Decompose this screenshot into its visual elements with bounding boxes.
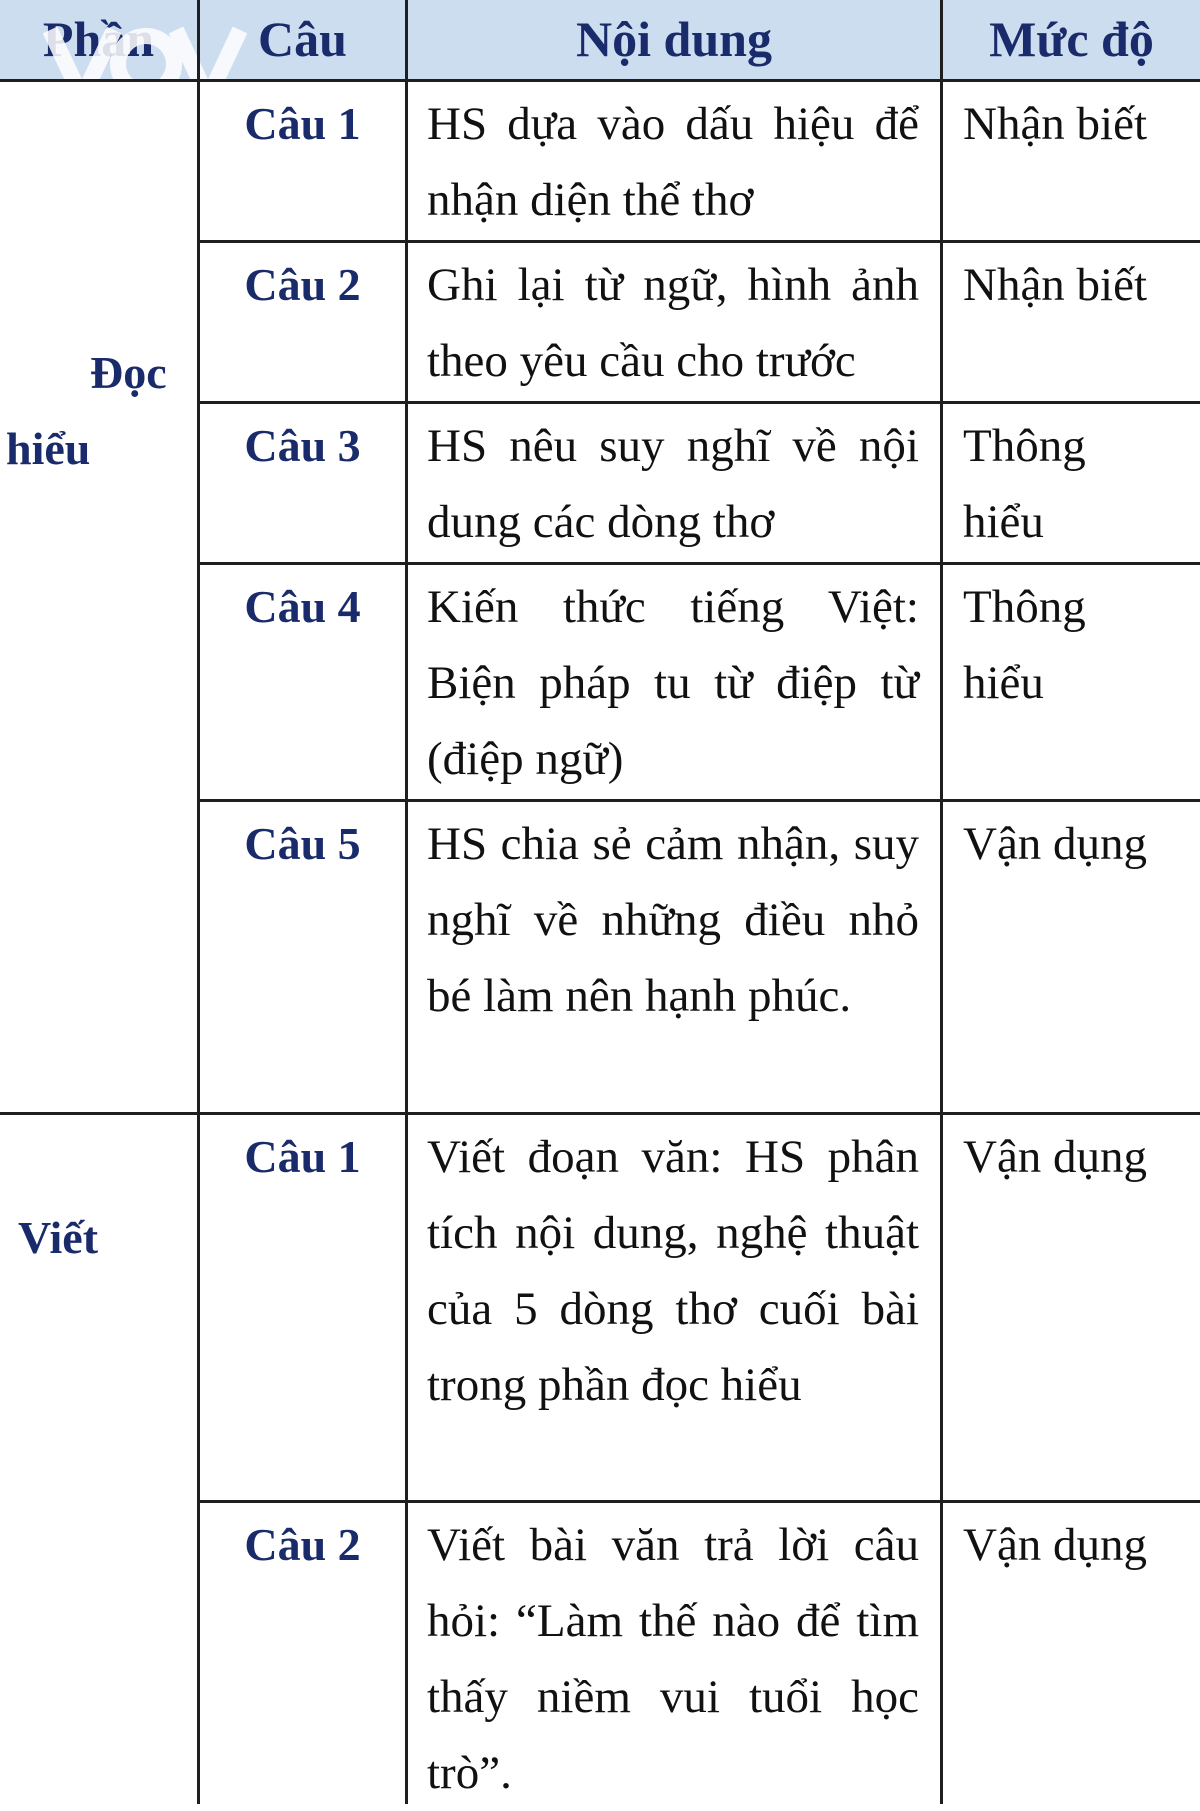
header-level: Mức độ <box>989 11 1154 67</box>
content-cell: Kiến thức tiếng Việt: Biện pháp tu từ điệp từ (điệp ngữ) <box>427 581 919 785</box>
content-cell: Ghi lại từ ngữ, hình ảnh theo yêu cầu cho trước <box>427 259 919 387</box>
row-divider <box>197 799 1200 802</box>
level-cell: Thông hiểu <box>963 420 1086 548</box>
section-label-doc: Đọc <box>90 347 167 398</box>
level-cell: Vận dụng <box>963 1519 1148 1571</box>
header-question: Câu <box>258 11 347 67</box>
level-cell: Thông hiểu <box>963 581 1086 709</box>
question-label: Câu 4 <box>244 581 361 632</box>
question-label: Câu 5 <box>244 818 361 869</box>
row-divider <box>197 240 1200 243</box>
header-content: Nội dung <box>576 11 772 67</box>
row-divider <box>0 1112 1200 1115</box>
content-cell: Viết bài văn trả lời câu hỏi: “Làm thế nào để tìm thấy niềm vui tuổi học trò”. <box>427 1519 919 1799</box>
section-label-viet: Viết <box>18 1212 99 1263</box>
header-section: Phần <box>42 11 155 67</box>
col-divider <box>405 0 408 1804</box>
question-label: Câu 1 <box>244 98 361 149</box>
level-cell: Vận dụng <box>963 818 1148 870</box>
row-divider <box>197 401 1200 404</box>
question-label: Câu 1 <box>244 1131 361 1182</box>
section-label-hieu: hiểu <box>6 423 91 474</box>
level-cell: Nhận biết <box>963 259 1148 311</box>
content-cell: Viết đoạn văn: HS phân tích nội dung, nghệ thuật của 5 dòng thơ cuối bài trong phần đọc hiểu <box>427 1131 919 1411</box>
question-label: Câu 3 <box>244 420 361 471</box>
level-cell: Vận dụng <box>963 1131 1148 1183</box>
row-divider <box>197 562 1200 565</box>
question-label: Câu 2 <box>244 1519 361 1570</box>
row-divider <box>0 79 1200 82</box>
content-cell: HS chia sẻ cảm nhận, suy nghĩ về những điều nhỏ bé làm nên hạnh phúc. <box>427 818 919 1022</box>
level-cell: Nhận biết <box>963 98 1148 150</box>
row-divider <box>197 1500 1200 1503</box>
content-cell: HS dựa vào dấu hiệu để nhận diện thể thơ <box>427 98 919 226</box>
col-divider <box>940 0 943 1804</box>
question-label: Câu 2 <box>244 259 361 310</box>
content-cell: HS nêu suy nghĩ về nội dung các dòng thơ <box>427 420 919 548</box>
